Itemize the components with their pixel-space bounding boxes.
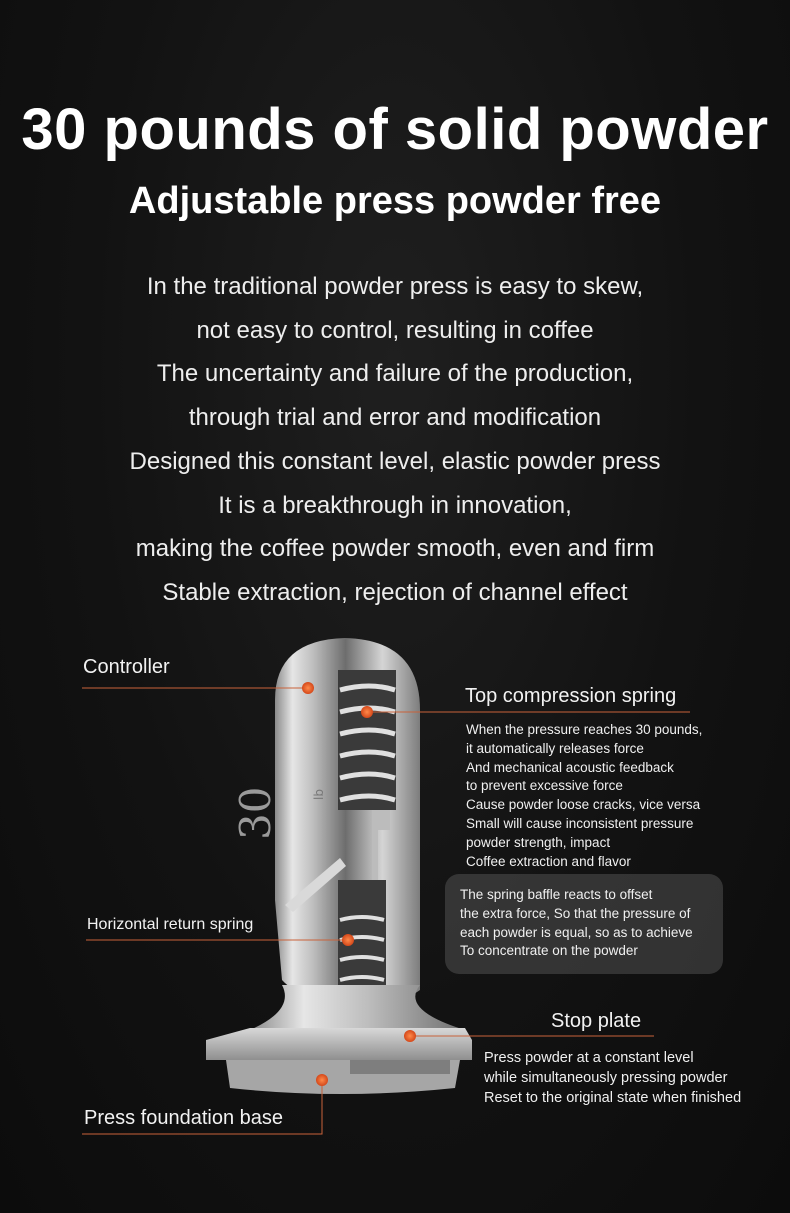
baffle-callout-text xyxy=(460,886,693,961)
return-spring-dot-icon xyxy=(342,934,354,946)
desc-line: When the pressure reaches 30 pounds, xyxy=(466,722,703,737)
top-spring-label: Top compression spring xyxy=(465,685,677,707)
intro-line: The uncertainty and failure of the production, xyxy=(156,360,634,388)
top-spring-description xyxy=(466,721,702,871)
desc-line: the extra force, So that the pressure of xyxy=(460,905,691,921)
intro-line: It is a breakthrough in innovation, xyxy=(218,491,572,519)
engraving-number: 30 xyxy=(231,786,280,840)
intro-line: through trial and error and modification xyxy=(188,404,602,432)
intro-line: Designed this constant level, elastic powder press xyxy=(129,447,661,475)
base-label: Press foundation base xyxy=(84,1107,284,1129)
desc-line: powder strength, impact xyxy=(466,834,611,850)
desc-line: The spring baffle reacts to offset xyxy=(460,887,653,902)
return-spring-label: Horizontal return spring xyxy=(87,916,254,933)
stop-plate-description xyxy=(484,1048,741,1108)
desc-line: Coffee extraction and flavor xyxy=(466,853,631,869)
stop-plate-label: Stop plate xyxy=(551,1010,642,1032)
stop-plate-dot-icon xyxy=(404,1030,416,1042)
desc-line: each powder is equal, so as to achieve xyxy=(460,924,693,940)
baffle-callout-box xyxy=(445,874,723,974)
intro-line: not easy to control, resulting in coffee xyxy=(196,316,594,344)
desc-line: while simultaneously pressing powder xyxy=(484,1070,728,1086)
intro-line: Stable extraction, rejection of channel effect xyxy=(162,578,628,606)
page-title: 30 pounds of solid powder xyxy=(21,97,769,162)
top-spring-dot-icon xyxy=(361,706,373,718)
spring-chamber xyxy=(338,670,396,810)
base-thread xyxy=(350,1060,450,1074)
page-subtitle: Adjustable press powder free xyxy=(128,180,662,222)
controller-dot-icon xyxy=(302,682,314,694)
desc-line: And mechanical acoustic feedback xyxy=(466,759,674,775)
desc-line: it automatically releases force xyxy=(466,740,644,756)
stop-plate-disc xyxy=(206,1028,472,1060)
base-dot-icon xyxy=(316,1074,328,1086)
desc-line: to prevent excessive force xyxy=(466,778,623,794)
intro-line: making the coffee powder smooth, even and firm xyxy=(135,535,655,563)
desc-line: Reset to the original state when finished xyxy=(484,1090,742,1106)
desc-line: Small will cause inconsistent pressure xyxy=(466,815,694,831)
controller-label: Controller xyxy=(83,656,170,678)
handle-neck xyxy=(250,985,465,1030)
intro-line: In the traditional powder press is easy to skew, xyxy=(146,273,644,300)
desc-line: Cause powder loose cracks, vice versa xyxy=(466,797,701,813)
engraving-unit: lb xyxy=(312,789,326,800)
desc-line: To concentrate on the powder xyxy=(460,943,638,959)
desc-line: Press powder at a constant level xyxy=(484,1050,694,1066)
